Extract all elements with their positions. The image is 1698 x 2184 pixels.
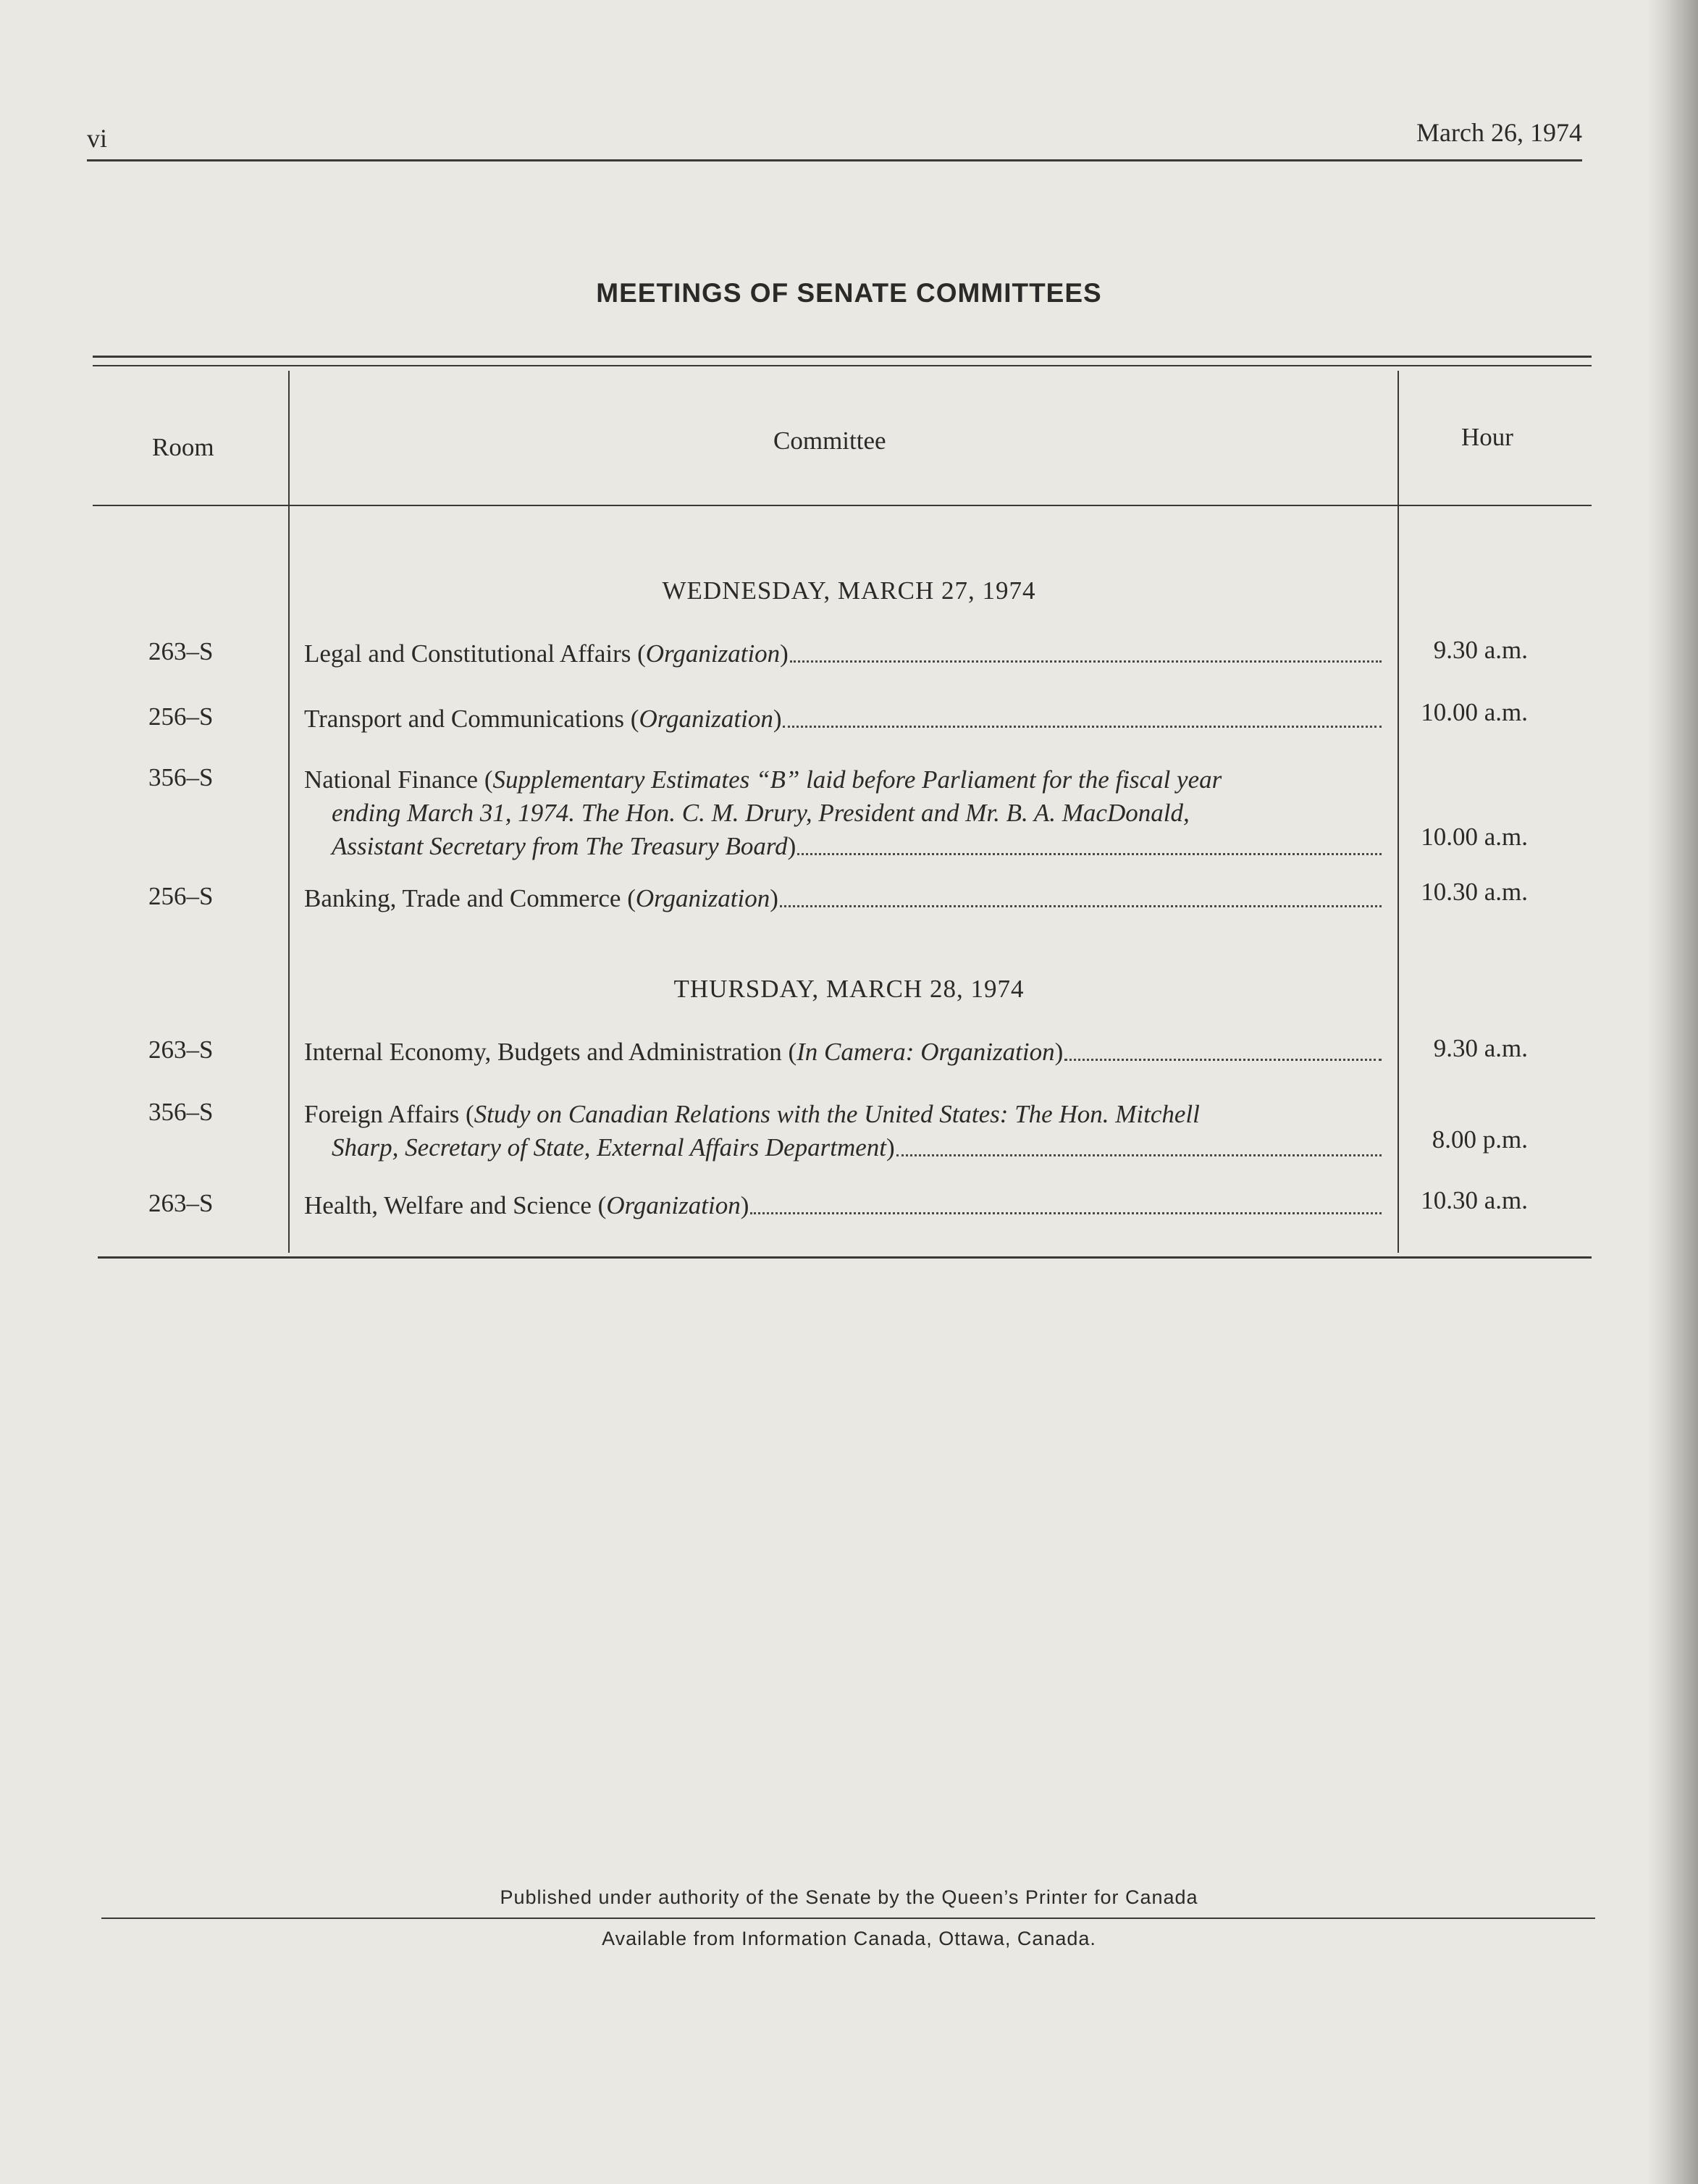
committee-entry: Internal Economy, Budgets and Administration ( In Camera: Organization ) (304, 1036, 1384, 1069)
room-number: 256–S (148, 702, 214, 731)
committee-entry: Foreign Affairs ( Study on Canadian Relations with the United States: The Hon. Mitchell Sharp, Secretary of State, External Affairs Department ) (304, 1098, 1384, 1164)
room-number: 256–S (148, 882, 214, 910)
committee-name: Internal Economy, Budgets and Administration (304, 1038, 782, 1066)
page-number: vi (87, 124, 108, 153)
table-bottom-rule (98, 1256, 1592, 1259)
room-number: 263–S (148, 1036, 214, 1064)
committee-detail: Sharp, Secretary of State, External Affairs Department (332, 1133, 887, 1162)
committee-entry: Legal and Constitutional Affairs ( Organization ) (304, 637, 1384, 671)
meeting-hour: 10.30 a.m. (1421, 1186, 1528, 1214)
committee-name: Transport and Communications (304, 705, 625, 733)
meeting-hour: 10.00 a.m. (1421, 823, 1528, 851)
committee-name: Foreign Affairs (304, 1100, 460, 1128)
table-header-rule (93, 505, 1592, 506)
day-heading: THURSDAY, MARCH 28, 1974 (673, 975, 1025, 1003)
column-header-committee: Committee (773, 427, 886, 455)
table-top-rule (93, 356, 1592, 358)
room-number: 263–S (148, 1189, 214, 1217)
room-number: 356–S (148, 763, 214, 791)
committee-detail: Supplementary Estimates “B” laid before Parliament for the fiscal year (492, 765, 1222, 794)
committee-entry: Transport and Communications ( Organization ) (304, 702, 1384, 736)
committee-detail: ending March 31, 1974. The Hon. C. M. Drury, President and Mr. B. A. MacDonald, (332, 799, 1190, 827)
meeting-hour: 10.30 a.m. (1421, 878, 1528, 906)
room-number: 263–S (148, 637, 214, 665)
column-divider-room (288, 371, 290, 1253)
header-rule (87, 159, 1582, 161)
committee-detail: Organization (606, 1191, 741, 1219)
committee-name: Legal and Constitutional Affairs (304, 639, 631, 668)
committee-entry: Banking, Trade and Commerce ( Organization ) (304, 882, 1384, 915)
meeting-hour: 9.30 a.m. (1433, 1034, 1528, 1062)
published-notice: Published under authority of the Senate by the Queen’s Printer for Canada (500, 1886, 1198, 1908)
committee-name: National Finance (304, 765, 479, 794)
committee-entry: Health, Welfare and Science ( Organization ) (304, 1189, 1384, 1222)
committee-detail: Organization (645, 639, 781, 668)
meeting-hour: 8.00 p.m. (1432, 1125, 1528, 1154)
committee-detail: Organization (635, 884, 770, 912)
committee-name: Health, Welfare and Science (304, 1191, 592, 1219)
column-header-hour: Hour (1461, 423, 1513, 451)
committee-entry: National Finance ( Supplementary Estimates “B” laid before Parliament for the fiscal year ending March 31, 1974. The Hon. C. M. Drury, President and Mr. B. A. MacDonald, Assistant Secretary from The Treasury Board ) (304, 763, 1384, 863)
column-header-room: Room (152, 433, 214, 461)
committee-detail: Organization (639, 705, 773, 733)
meeting-hour: 10.00 a.m. (1421, 698, 1528, 726)
committee-detail: In Camera: Organization (797, 1038, 1055, 1066)
committee-name: Banking, Trade and Commerce (304, 884, 621, 912)
page-edge-shadow (1647, 0, 1698, 2184)
room-number: 356–S (148, 1098, 214, 1126)
availability-notice: Available from Information Canada, Ottawa, Canada. (602, 1928, 1096, 1949)
committee-detail: Study on Canadian Relations with the United States: The Hon. Mitchell (474, 1100, 1200, 1128)
column-divider-hour (1398, 371, 1399, 1253)
table-top-rule-thin (93, 365, 1592, 366)
page-date: March 26, 1974 (1416, 118, 1582, 147)
meeting-hour: 9.30 a.m. (1433, 636, 1528, 664)
page-title: MEETINGS OF SENATE COMMITTEES (596, 278, 1102, 308)
day-heading: WEDNESDAY, MARCH 27, 1974 (662, 576, 1036, 605)
page-header (87, 117, 1582, 161)
committee-detail: Assistant Secretary from The Treasury Board (332, 832, 788, 860)
footer-rule (101, 1918, 1595, 1919)
